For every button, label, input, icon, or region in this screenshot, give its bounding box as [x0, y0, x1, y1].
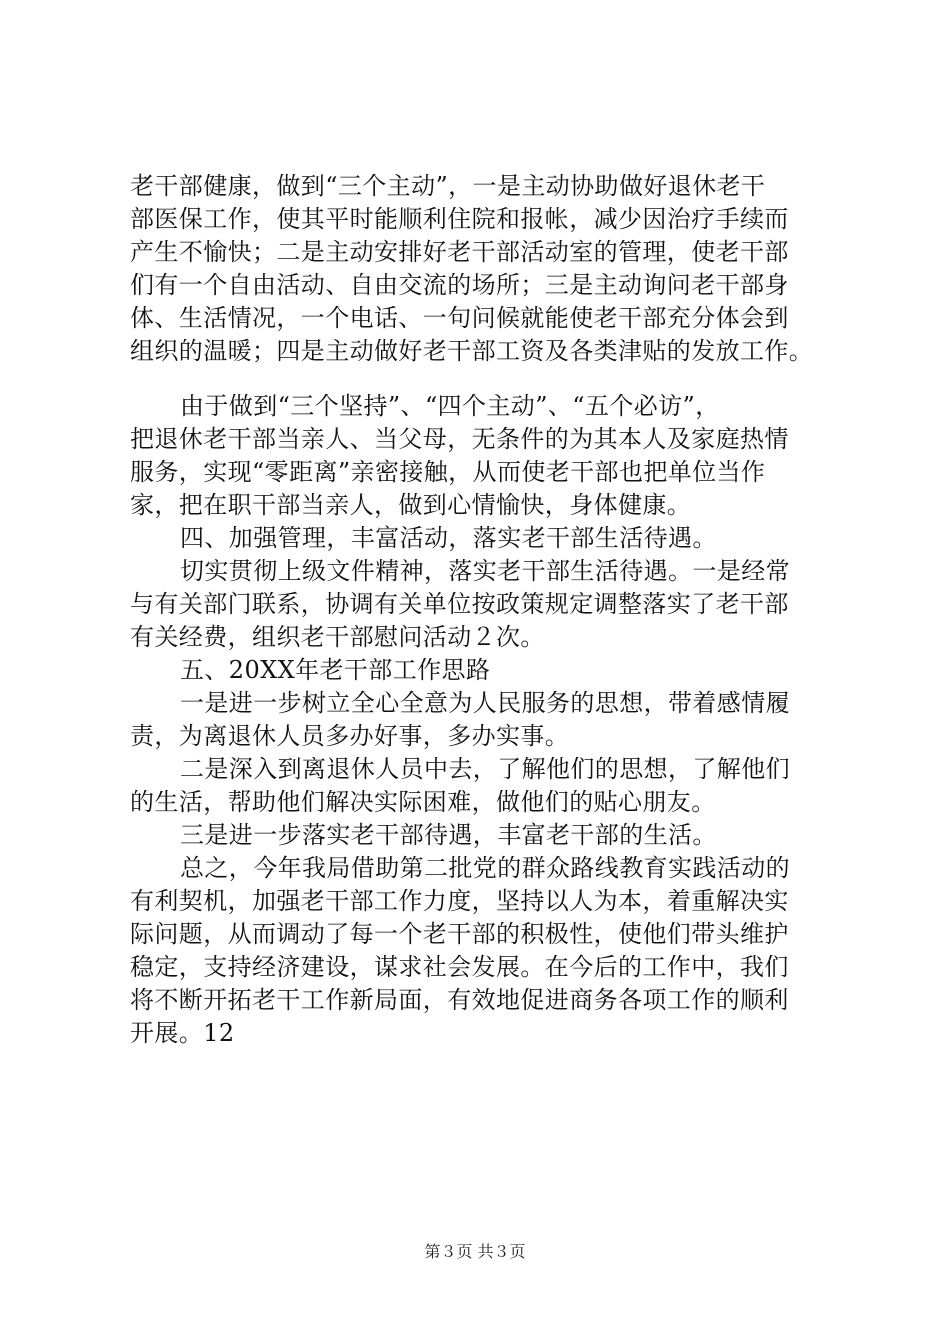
paragraph-spacer: [130, 368, 832, 390]
text-line: 的生活，帮助他们解决实际困难，做他们的贴心朋友。: [130, 788, 716, 816]
text-line: 二是深入到离退休人员中去，了解他们的思想，了解他们: [180, 755, 790, 783]
text-line: 老干部健康，做到“三个主动”，一是主动协助做好退休老干: [130, 172, 766, 200]
text-line: 有利契机，加强老干部工作力度，坚持以人为本，着重解决实: [130, 887, 789, 915]
text-line: 把退休老干部当亲人、当父母，无条件的为其本人及家庭热情: [130, 425, 789, 453]
section-heading-4: [130, 522, 832, 555]
document-body: [130, 170, 832, 1050]
page-footer: [0, 1241, 950, 1263]
text-line: 有关经费，组织老干部慰问活动２次。: [130, 623, 545, 651]
paragraph-5: [130, 753, 832, 819]
text-line: 们有一个自由活动、自由交流的场所；三是主动询问老干部身: [130, 271, 789, 299]
text-line: 体、生活情况，一个电话、一句问候就能使老干部充分体会到: [130, 304, 789, 332]
section-heading-5: [130, 654, 832, 687]
paragraph-6: [130, 819, 832, 852]
text-line: 总之，今年我局借助第二批党的群众路线教育实践活动的: [180, 854, 790, 882]
text-line: 组织的温暖；四是主动做好老干部工资及各类津贴的发放工作。: [130, 337, 814, 365]
text-line: 由于做到“三个坚持”、“四个主动”、“五个必访”，: [180, 392, 720, 420]
text-line: 与有关部门联系，协调有关单位按政策规定调整落实了老干部: [130, 590, 789, 618]
text-line: 一是进一步树立全心全意为人民服务的思想，带着感情履: [180, 689, 790, 717]
text-line: 服务，实现“零距离”亲密接触，从而使老干部也把单位当作: [130, 458, 766, 486]
paragraph-3: [130, 555, 832, 654]
paragraph-2: [130, 390, 832, 522]
text-line: 责，为离退休人员多办好事，多办实事。: [130, 722, 570, 750]
page-number: 第３页 共３页: [424, 1242, 526, 1261]
paragraph-7: [130, 852, 832, 1050]
text-line: 开展。12: [130, 1019, 235, 1047]
text-line: 将不断开拓老干工作新局面，有效地促进商务各项工作的顺利: [130, 986, 789, 1014]
paragraph-1: [130, 170, 832, 368]
text-line: 稳定，支持经济建设，谋求社会发展。在今后的工作中，我们: [130, 953, 789, 981]
text-line: 三是进一步落实老干部待遇，丰富老干部的生活。: [180, 821, 717, 849]
text-line: 家，把在职干部当亲人，做到心情愉快，身体健康。: [130, 491, 692, 519]
heading-line: 四、加强管理，丰富活动，落实老干部生活待遇。: [180, 524, 717, 552]
text-line: 部医保工作，使其平时能顺利住院和报帐，减少因治疗手续而: [130, 205, 789, 233]
text-line: 切实贯彻上级文件精神，落实老干部生活待遇。一是经常: [180, 557, 790, 585]
text-line: 际问题，从而调动了每一个老干部的积极性，使他们带头维护: [130, 920, 789, 948]
paragraph-4: [130, 687, 832, 753]
heading-line: 五、20XX年老干部工作思路: [180, 656, 491, 684]
text-line: 产生不愉快；二是主动安排好老干部活动室的管理，使老干部: [130, 238, 789, 266]
